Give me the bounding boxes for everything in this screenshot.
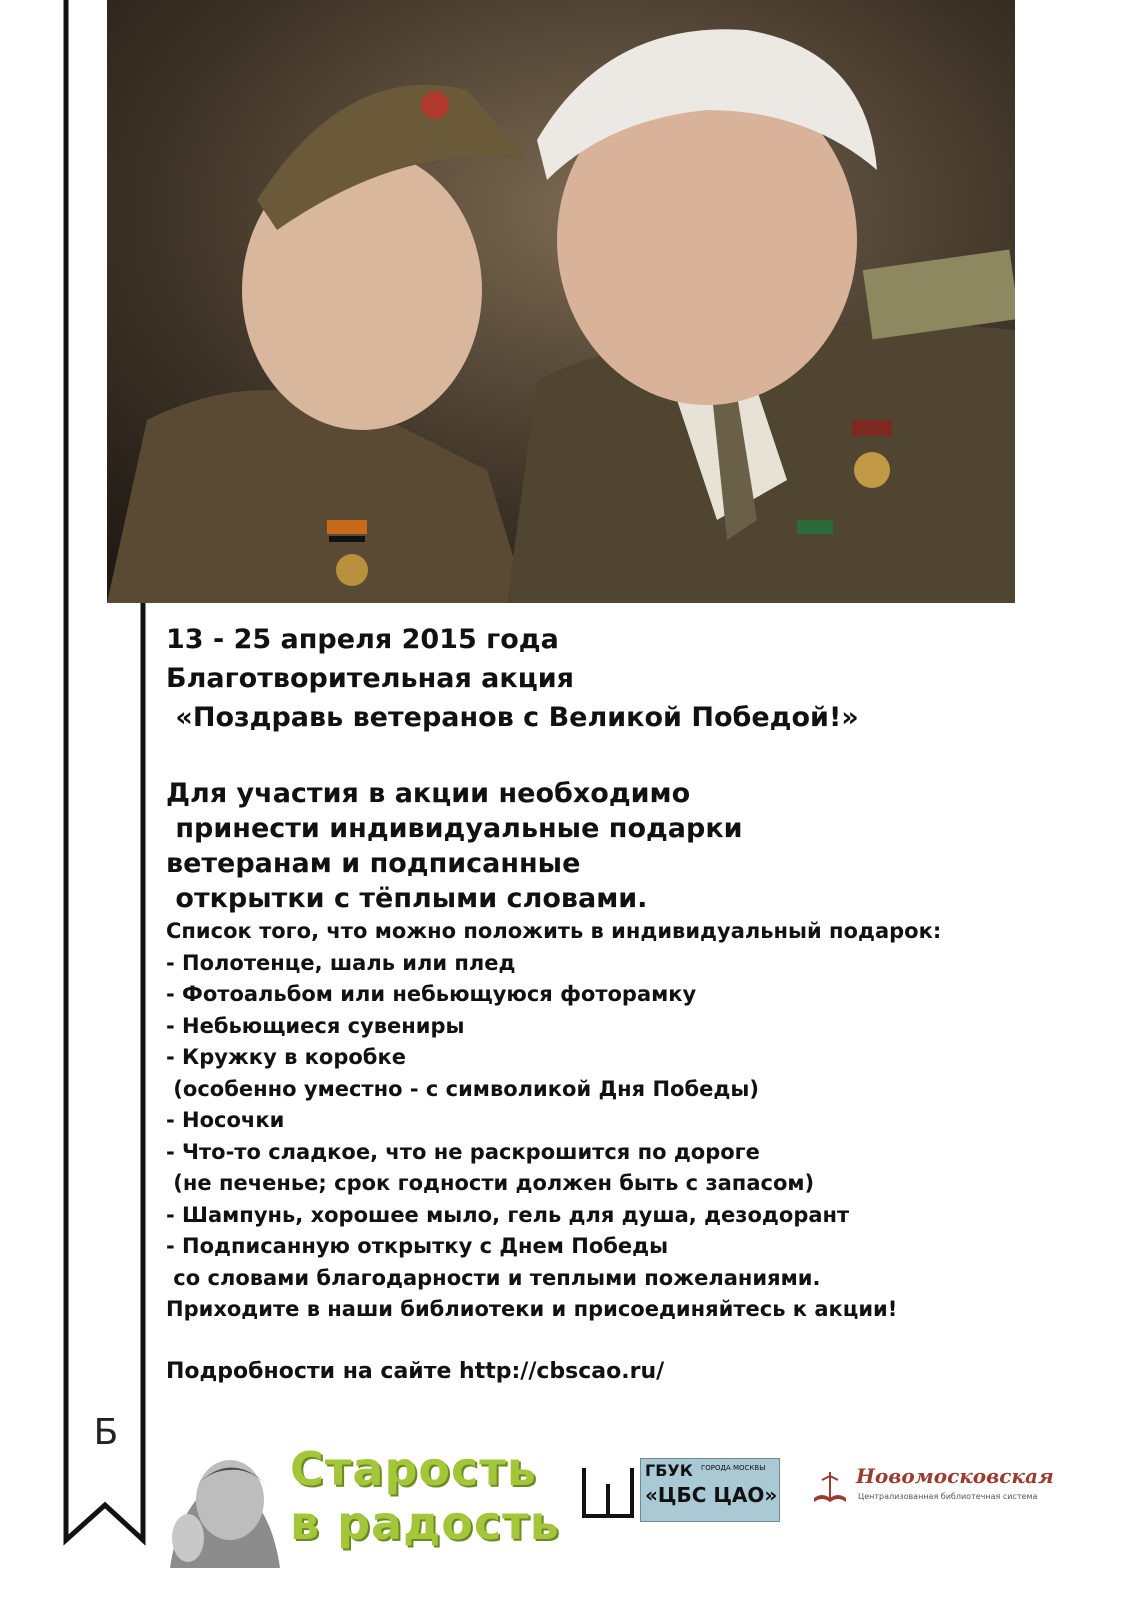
event-title: «Поздравь ветеранов с Великой Победой!»: [166, 702, 859, 733]
list-item: - Подписанную открытку с Днем Победы: [166, 1234, 669, 1258]
footer-logos: [160, 1438, 1131, 1568]
call-to-action: Приходите в наши библиотеки и присоединяйтесь к акции!: [166, 1297, 898, 1321]
list-item: - Полотенце, шаль или плед: [166, 950, 516, 975]
list-item: - Шампунь, хорошее мыло, гель для душа, дезодорант: [166, 1202, 850, 1227]
intro-block: [166, 776, 1126, 916]
elderly-woman-icon: [160, 1438, 290, 1568]
event-type: Благотворительная акция: [166, 663, 574, 694]
starost-v-radost-logo: [160, 1438, 560, 1568]
list-heading: Список того, что можно положить в индивидуальный подарок:: [166, 919, 942, 943]
event-dates: 13 - 25 апреля 2015 года: [166, 624, 559, 655]
veterans-photo-illustration: [107, 0, 1015, 603]
header-block: [166, 620, 1126, 737]
list-item: (особенно уместно - с символикой Дня Победы): [166, 1076, 759, 1101]
starost-line2: в радость: [290, 1496, 560, 1550]
gift-list: [166, 916, 1126, 1326]
veterans-photo: [107, 0, 1015, 603]
starost-line1: Старость: [290, 1442, 538, 1496]
list-item: - Кружку в коробке: [166, 1045, 406, 1069]
list-item: - Что-то сладкое, что не раскрошится по дороге: [166, 1139, 760, 1164]
novo-subtitle: Централизованная библиотечная система: [858, 1492, 1038, 1501]
intro-line: Для участия в акции необходимо: [166, 778, 691, 809]
gbuk-badge: [640, 1458, 780, 1522]
book-icon: [810, 1468, 850, 1508]
list-item: - Носочки: [166, 1108, 285, 1132]
intro-line: открытки с тёплыми словами.: [166, 883, 648, 914]
list-item: - Фотоальбом или небьющуюся фоторамку: [166, 982, 697, 1006]
intro-line: принести индивидуальные подарки: [166, 813, 743, 844]
list-item: со словами благодарности и теплыми пожеланиями.: [166, 1265, 821, 1290]
announcement-text: [166, 620, 1126, 1388]
gbuk-cbs-cao-logo: [580, 1458, 780, 1528]
list-item: - Небьющиеся сувениры: [166, 1013, 465, 1038]
novo-title: Новомосковская: [856, 1464, 1054, 1488]
gbuk-city: ГОРОДА МОСКВЫ: [701, 1464, 766, 1472]
list-item: (не печенье; срок годности должен быть с запасом): [166, 1171, 815, 1195]
gbuk-name: «ЦБС ЦАО»: [645, 1483, 778, 1507]
gbuk-label: ГБУК: [645, 1461, 693, 1480]
ribbon-letter: Б: [93, 1412, 119, 1453]
site-link[interactable]: Подробности на сайте http://cbscao.ru/: [166, 1358, 665, 1384]
novomoskovskaya-logo: [810, 1464, 1054, 1514]
library-w-icon: [580, 1464, 636, 1524]
intro-line: ветеранам и подписанные: [166, 848, 581, 879]
